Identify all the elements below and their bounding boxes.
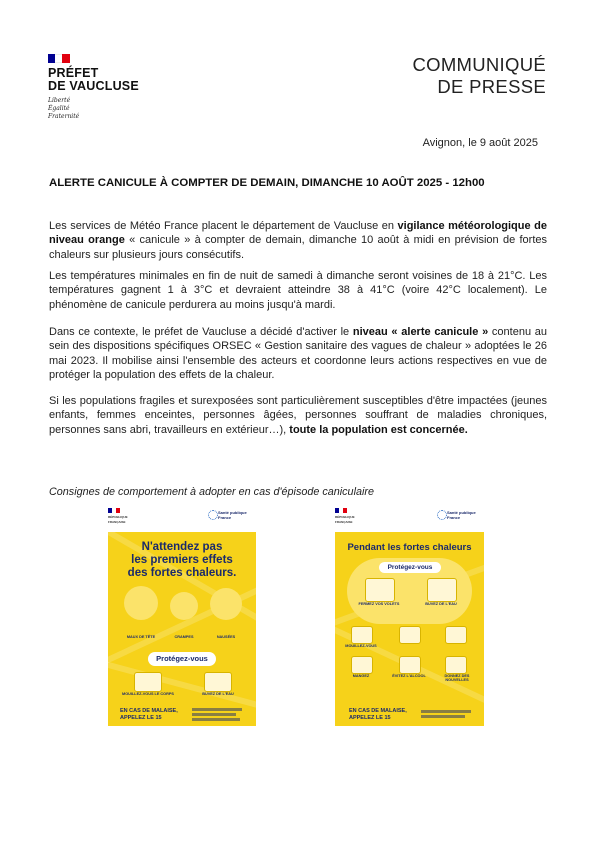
poster1-headline-1: N'attendez pas	[141, 541, 223, 553]
release-date: Avignon, le 9 août 2025	[422, 137, 538, 149]
p2-tip-label-4: MANGEZ	[352, 674, 370, 678]
p1-text-c: « canicule » à compter de demain, dimanche 10 août à midi en prévision de fortes chaleurs sur plusieurs jours consécutifs.	[49, 234, 548, 261]
poster2-info	[421, 710, 477, 718]
paragraph-1	[49, 219, 547, 262]
food-icon	[351, 656, 373, 674]
poster1-headline	[108, 541, 256, 580]
poster1-info	[192, 708, 248, 721]
p2-tip-label-5: ÉVITEZ L'ALCOOL	[392, 674, 426, 678]
symptom-label-3: NAUSÉES	[216, 635, 236, 639]
shower-icon	[399, 626, 421, 644]
prefecture-logo	[48, 67, 139, 93]
republic-motto	[48, 97, 79, 121]
poster1-emergency: EN CAS DE MALAISE, APPELEZ LE 15	[120, 708, 178, 721]
release-title: ALERTE CANICULE À COMPTER DE DEMAIN, DIMANCHE 10 AOÛT 2025 - 12h00	[49, 177, 485, 189]
logo-line-2: DE VAUCLUSE	[48, 79, 139, 93]
poster1-headline-3: des fortes chaleurs.	[127, 567, 237, 579]
tip-label-2: BUVEZ DE L'EAU	[202, 692, 234, 696]
mini-flag-icon	[335, 508, 347, 513]
p2-tip-label-2: BUVEZ DE L'EAU	[425, 602, 457, 606]
motto-egalite: Égalité	[48, 105, 70, 112]
poster1-agency: Santé publique France	[218, 510, 247, 520]
poster2-protect-badge: Protégez-vous	[379, 562, 441, 573]
poster-2	[335, 532, 484, 726]
tip-label-1: MOUILLEZ-VOUS LE CORPS	[122, 692, 174, 696]
symptom-label-2: CRAMPES	[174, 635, 194, 639]
poster2-header	[335, 504, 484, 532]
symptom-label-1: MAUX DE TÊTE	[126, 635, 156, 639]
cramp-figure-icon	[170, 592, 198, 620]
phone-icon	[445, 656, 467, 674]
mini-flag-icon	[108, 508, 120, 513]
poster-1	[108, 532, 256, 726]
poster2-emergency-1: EN CAS DE MALAISE,	[349, 708, 407, 714]
motto-fraternite: Fraternité	[48, 113, 80, 120]
nausea-figure-icon	[210, 588, 242, 620]
paragraph-4	[49, 394, 547, 437]
spf-logo-icon	[208, 510, 218, 520]
p2-tip-label-3: MOUILLEZ-VOUS	[345, 644, 377, 648]
poster1-headline-2: les premiers effets	[131, 554, 233, 566]
poster2-emergency-2: APPELEZ LE 15	[349, 714, 391, 721]
spf-logo-icon	[437, 510, 447, 520]
p4-bold: toute la population est concernée.	[289, 423, 468, 436]
p1-bold: vigilance météorologique de niveau orange	[49, 220, 547, 247]
posters-caption: Consignes de comportement à adopter en cas d'épisode caniculaire	[49, 486, 374, 498]
headache-figure-icon	[124, 586, 158, 620]
poster1-protect-badge: Protégez-vous	[148, 652, 216, 666]
p3-text-a: Dans ce contexte, le préfet de Vaucluse a décidé d'activer le	[49, 326, 353, 338]
republic-flag-icon	[48, 54, 70, 63]
p3-text-c: contenu au sein des dispositions spécifiques ORSEC « Gestion sanitaire des vagues de chaleur » adoptées le 26 mai 2023. Il mobilise ainsi l'ensemble des acteurs et coordonne leurs actions respectives en vue de protéger la population des effets de la chaleur.	[49, 326, 548, 382]
poster2-emergency	[349, 708, 415, 721]
press-line-2: DE PRESSE	[437, 76, 546, 97]
paragraph-3	[49, 325, 547, 383]
bottle-icon	[351, 626, 373, 644]
house-shutters-icon	[365, 578, 395, 602]
motto-liberte: Liberté	[48, 97, 71, 104]
poster1-header	[108, 504, 256, 532]
paragraph-2: Les températures minimales en fin de nuit de samedi à dimanche seront voisines de 18 à 21°C. Les températures gagnent 1 à 3°C et devraient atteindre 38 à 41°C (voire 42°C localement). Le phénomène de canicule perdurera au moins jusqu'à mardi.	[49, 270, 547, 311]
shower-icon	[134, 672, 162, 692]
press-line-1: COMMUNIQUÉ	[412, 54, 546, 75]
p2-tip-label-6: DONNEZ DES NOUVELLES	[444, 674, 470, 682]
poster2-headline: Pendant les fortes chaleurs	[347, 542, 472, 553]
no-alcohol-icon	[399, 656, 421, 674]
cool-place-icon	[427, 578, 457, 602]
press-release-heading	[412, 54, 546, 98]
p3-bold: niveau « alerte canicule »	[352, 326, 489, 338]
mini-republic-label: RÉPUBLIQUE FRANÇAISE	[335, 515, 355, 524]
p2-tip-label-1: FERMEZ VOS VOLETS	[358, 602, 400, 606]
person-icon	[445, 626, 467, 644]
poster2-agency: Santé publique France	[447, 510, 476, 520]
water-glass-icon	[204, 672, 232, 692]
logo-line-1: PRÉFET	[48, 66, 99, 80]
p1-text-a: Les services de Météo France placent le département de Vaucluse en	[49, 220, 398, 232]
p4-text-a: Si les populations fragiles et surexposées sont particulièrement susceptibles d'être impactées (jeunes enfants, femmes enceintes, personnes âgées, personnes souffrant de maladies chroniques, personnes sans abri, travailleurs en extérieur…),	[49, 395, 547, 436]
mini-republic-label: RÉPUBLIQUE FRANÇAISE	[108, 515, 128, 524]
